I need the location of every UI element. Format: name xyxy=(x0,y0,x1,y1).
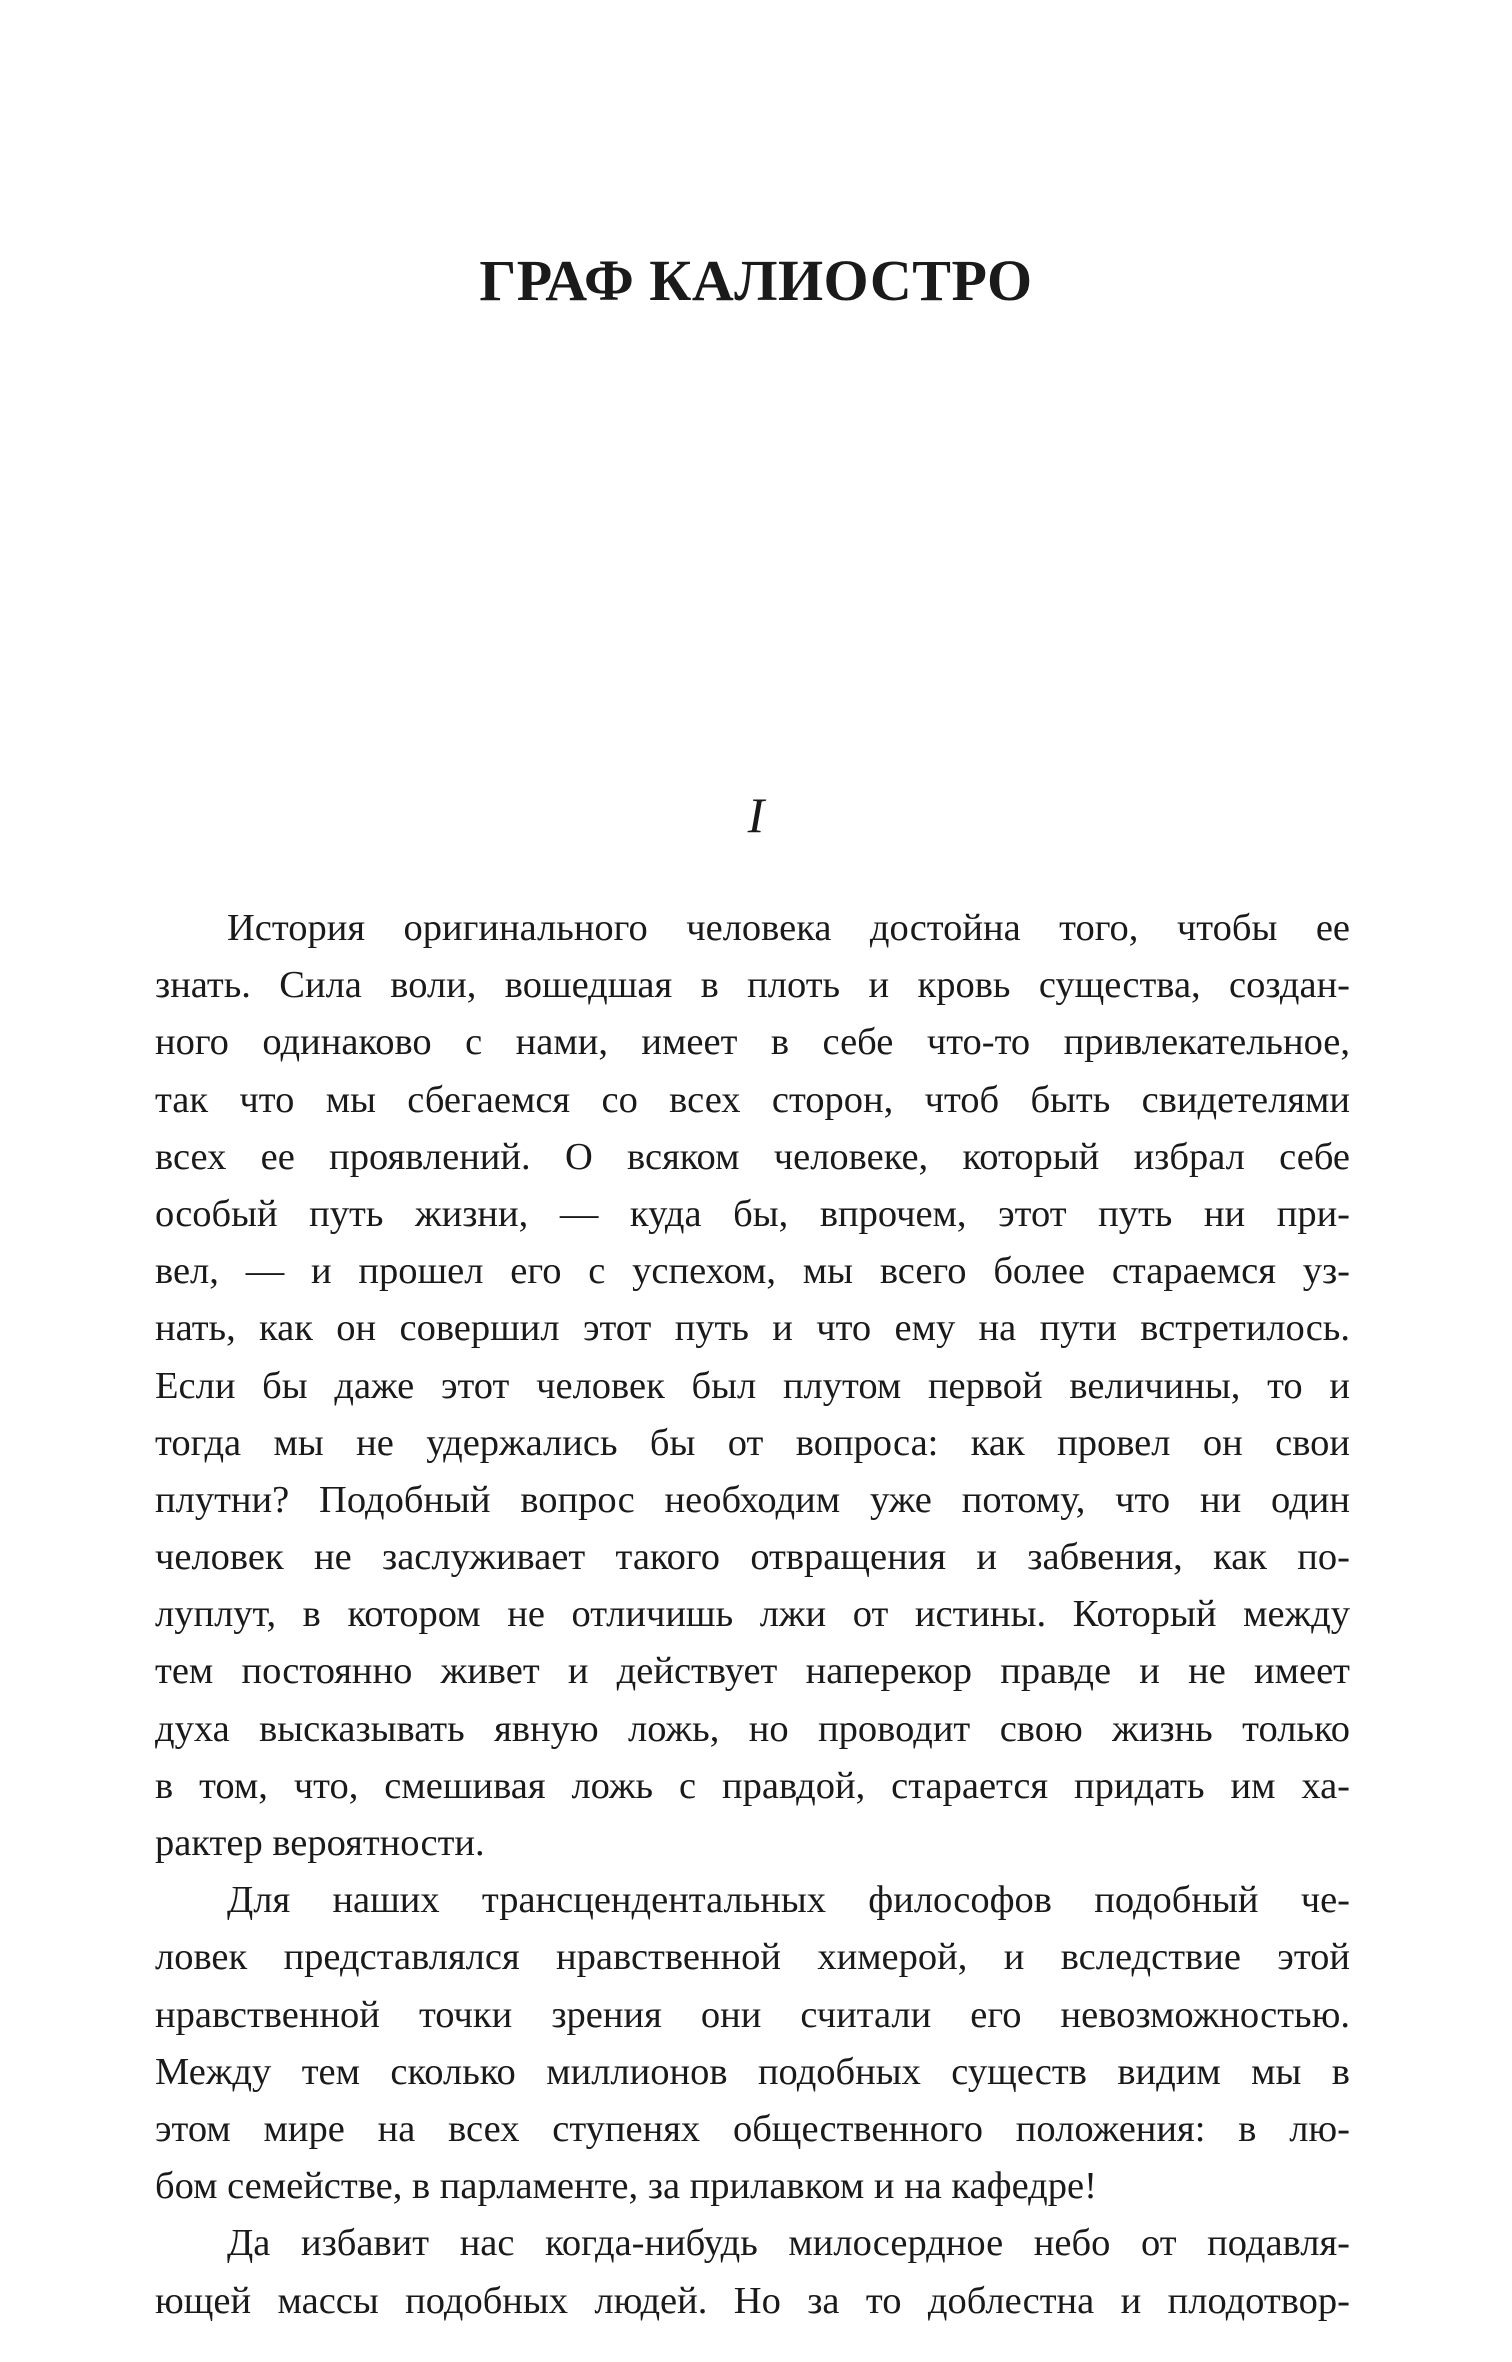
text-line: тем постоянно живет и действует наперекор правде и не имеет xyxy=(155,1650,1350,1693)
text-line: человек не заслуживает такого отвращения и забвения, как по- xyxy=(155,1536,1350,1579)
chapter-number: I xyxy=(747,787,765,843)
paragraph xyxy=(155,1872,1350,2215)
text-line: ловек представлялся нравственной химерой, и вследствие этой xyxy=(155,1936,1350,1979)
text-line: знать. Сила воли, вошедшая в плоть и кровь существа, создан- xyxy=(155,964,1350,1007)
text-line: так что мы сбегаемся со всех сторон, чтоб быть свидетелями xyxy=(155,1078,1350,1121)
text-line: особый путь жизни, — куда бы, впрочем, этот путь ни при- xyxy=(155,1192,1350,1235)
text-line: духа высказывать явную ложь, но проводит свою жизнь только xyxy=(155,1707,1350,1750)
text-line: нать, как он совершил этот путь и что ему на пути встретилось. xyxy=(155,1307,1350,1350)
text-line: ющей массы подобных людей. Но за то доблестна и плодотвор- xyxy=(155,2279,1350,2322)
paragraph xyxy=(155,2215,1350,2329)
text-line: плутни? Подобный вопрос необходим уже потому, что ни один xyxy=(155,1478,1350,1521)
text-line: Между тем сколько миллионов подобных существ видим мы в xyxy=(155,2050,1350,2093)
text-line: вел, — и прошел его с успехом, мы всего более стараемся уз- xyxy=(155,1250,1350,1293)
text-line: бом семействе, в парламенте, за прилавком и на кафедре! xyxy=(155,2165,1097,2208)
text-line: рактер вероятности. xyxy=(155,1822,485,1864)
page-title: ГРАФ КАЛИОСТРО xyxy=(479,248,1033,313)
text-line: всех ее проявлений. О всяком человеке, который избрал себе xyxy=(155,1135,1350,1178)
text-line: ного одинаково с нами, имеет в себе что-то привлекательное, xyxy=(155,1021,1350,1064)
paragraph xyxy=(155,900,1350,1872)
text-line: История оригинального человека достойна того, чтобы ее xyxy=(227,907,1350,949)
text-line: в том, что, смешивая ложь с правдой, старается придать им ха- xyxy=(155,1764,1350,1807)
text-line: Да избавит нас когда-нибудь милосердное небо от подавля- xyxy=(227,2222,1350,2265)
text-line: тогда мы не удержались бы от вопроса: как провел он свои xyxy=(155,1421,1350,1464)
text-line: нравственной точки зрения они считали его невозможностью. xyxy=(155,1993,1350,2036)
text-line: луплут, в котором не отличишь лжи от истины. Который между xyxy=(155,1593,1350,1636)
body-text xyxy=(155,900,1350,2330)
text-line: Если бы даже этот человек был плутом первой величины, то и xyxy=(155,1364,1350,1407)
text-line: этом мире на всех ступенях общественного положения: в лю- xyxy=(155,2107,1350,2150)
text-line: Для наших трансцендентальных философов подобный че- xyxy=(227,1879,1350,1922)
